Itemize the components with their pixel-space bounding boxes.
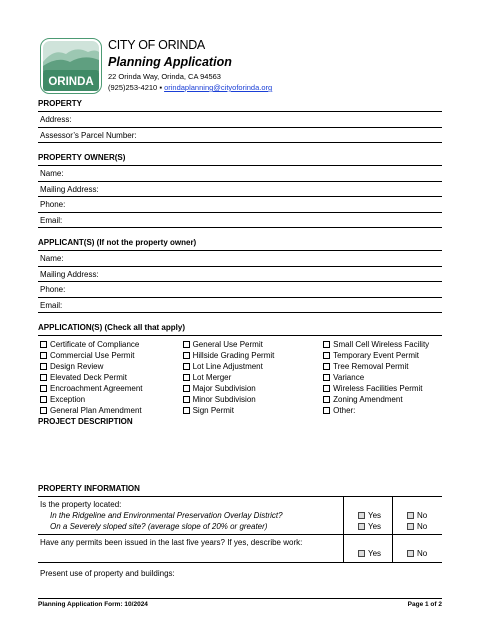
checkbox-icon[interactable] xyxy=(183,341,190,348)
city-address: 22 Orinda Way, Orinda, CA 94563 xyxy=(108,72,221,81)
page-number: Page 1 of 2 xyxy=(407,601,442,608)
checkbox-icon[interactable] xyxy=(40,341,47,348)
checkbox-item[interactable]: Temporary Event Permit xyxy=(323,350,442,361)
checkbox-icon[interactable] xyxy=(323,341,330,348)
section-owner: PROPERTY OWNER(S) xyxy=(38,150,442,166)
permits-no-option[interactable]: No xyxy=(407,548,442,559)
owner-name-field[interactable]: Name: xyxy=(38,166,442,182)
checkbox-item[interactable]: Certificate of Compliance xyxy=(40,339,183,350)
application-form xyxy=(38,96,442,583)
svg-text:ORINDA: ORINDA xyxy=(48,76,94,88)
applicant-email-field[interactable]: Email: xyxy=(38,298,442,314)
owner-phone-field[interactable]: Phone: xyxy=(38,197,442,213)
checkbox-item[interactable]: Tree Removal Permit xyxy=(323,361,442,372)
section-applications: APPLICATION(S) (Check all that apply) xyxy=(38,320,442,336)
checkbox-item[interactable]: General Plan Amendment xyxy=(40,405,183,416)
checkbox-icon[interactable] xyxy=(358,523,365,530)
checkbox-item[interactable]: Sign Permit xyxy=(183,405,324,416)
address-field[interactable]: Address: xyxy=(38,112,442,128)
checkbox-item[interactable]: Zoning Amendment xyxy=(323,394,442,405)
checkbox-icon[interactable] xyxy=(40,352,47,359)
checkbox-icon[interactable] xyxy=(323,374,330,381)
checkbox-icon[interactable] xyxy=(323,396,330,403)
checkbox-icon[interactable] xyxy=(40,374,47,381)
question-slope: On a Severely sloped site? (average slope of 20% or greater) xyxy=(50,522,268,531)
checkbox-item[interactable]: Lot Merger xyxy=(183,372,324,383)
checkbox-icon[interactable] xyxy=(407,550,414,557)
checkbox-icon[interactable] xyxy=(323,385,330,392)
checkbox-item[interactable]: Hillside Grading Permit xyxy=(183,350,324,361)
checkbox-item[interactable]: Design Review xyxy=(40,361,183,372)
checkbox-icon[interactable] xyxy=(183,374,190,381)
checkbox-icon[interactable] xyxy=(183,352,190,359)
question-location: Is the property located: xyxy=(40,500,122,509)
bullet-separator: ▪ xyxy=(159,83,162,92)
checkbox-icon[interactable] xyxy=(40,396,47,403)
owner-mailing-address-field[interactable]: Mailing Address: xyxy=(38,182,442,198)
project-description-field[interactable] xyxy=(38,430,442,481)
question-row-location xyxy=(38,497,442,535)
slope-yes-option[interactable]: Yes xyxy=(358,521,392,532)
section-property: PROPERTY xyxy=(38,96,442,112)
checkbox-icon[interactable] xyxy=(183,407,190,414)
checkbox-icon[interactable] xyxy=(40,385,47,392)
question-row-permits xyxy=(38,535,442,563)
checkbox-item[interactable]: Major Subdivision xyxy=(183,383,324,394)
permits-yes-option[interactable]: Yes xyxy=(358,548,392,559)
checkbox-icon[interactable] xyxy=(323,407,330,414)
checkbox-icon[interactable] xyxy=(407,523,414,530)
question-permits: Have any permits been issued in the last five years? If yes, describe work: xyxy=(38,535,344,562)
checkbox-item[interactable]: Minor Subdivision xyxy=(183,394,324,405)
checkbox-icon[interactable] xyxy=(358,550,365,557)
checklist-column-3 xyxy=(323,339,442,414)
owner-email-field[interactable]: Email: xyxy=(38,213,442,229)
section-property-information: PROPERTY INFORMATION xyxy=(38,481,442,497)
section-applicant: APPLICANT(S) (If not the property owner) xyxy=(38,235,442,251)
checkbox-icon[interactable] xyxy=(183,385,190,392)
slope-no-option[interactable]: No xyxy=(407,521,442,532)
parcel-number-field[interactable]: Assessor’s Parcel Number: xyxy=(38,128,442,144)
checkbox-item[interactable]: Lot Line Adjustment xyxy=(183,361,324,372)
checkbox-icon[interactable] xyxy=(40,407,47,414)
applicant-name-field[interactable]: Name: xyxy=(38,251,442,267)
page-title: Planning Application xyxy=(108,55,232,69)
applicant-mailing-address-field[interactable]: Mailing Address: xyxy=(38,267,442,283)
checkbox-item[interactable]: Variance xyxy=(323,372,442,383)
checkbox-icon[interactable] xyxy=(407,512,414,519)
checkbox-item[interactable]: Encroachment Agreement xyxy=(40,383,183,394)
checkbox-item[interactable]: General Use Permit xyxy=(183,339,324,350)
city-contact xyxy=(108,83,272,92)
ridgeline-yes-option[interactable]: Yes xyxy=(358,510,392,521)
checkbox-icon[interactable] xyxy=(183,363,190,370)
checkbox-icon[interactable] xyxy=(323,352,330,359)
checkbox-item[interactable]: Elevated Deck Permit xyxy=(40,372,183,383)
present-use-field[interactable]: Present use of property and buildings: xyxy=(40,569,175,578)
email-link[interactable]: orindaplanning@cityoforinda.org xyxy=(164,83,273,92)
question-ridgeline: In the Ridgeline and Environmental Preservation Overlay District? xyxy=(50,511,283,520)
applicant-phone-field[interactable]: Phone: xyxy=(38,282,442,298)
checkbox-item[interactable]: Small Cell Wireless Facility xyxy=(323,339,442,350)
checkbox-item[interactable]: Exception xyxy=(40,394,183,405)
property-information-table xyxy=(38,497,442,563)
city-phone: (925)253-4210 xyxy=(108,83,158,92)
application-checklist xyxy=(38,336,442,414)
page-footer xyxy=(38,598,442,608)
checklist-column-1 xyxy=(40,339,183,414)
checkbox-icon[interactable] xyxy=(40,363,47,370)
form-version: Planning Application Form: 10/2024 xyxy=(38,601,148,608)
city-logo xyxy=(40,38,102,94)
section-project-description: PROJECT DESCRIPTION xyxy=(38,417,133,426)
checklist-column-2 xyxy=(183,339,324,414)
checkbox-icon[interactable] xyxy=(323,363,330,370)
checkbox-icon[interactable] xyxy=(358,512,365,519)
checkbox-item[interactable]: Wireless Facilities Permit xyxy=(323,383,442,394)
checkbox-icon[interactable] xyxy=(183,396,190,403)
city-name: CITY OF ORINDA xyxy=(108,38,205,52)
ridgeline-no-option[interactable]: No xyxy=(407,510,442,521)
checkbox-item[interactable]: Commercial Use Permit xyxy=(40,350,183,361)
checkbox-item[interactable]: Other: xyxy=(323,405,442,416)
